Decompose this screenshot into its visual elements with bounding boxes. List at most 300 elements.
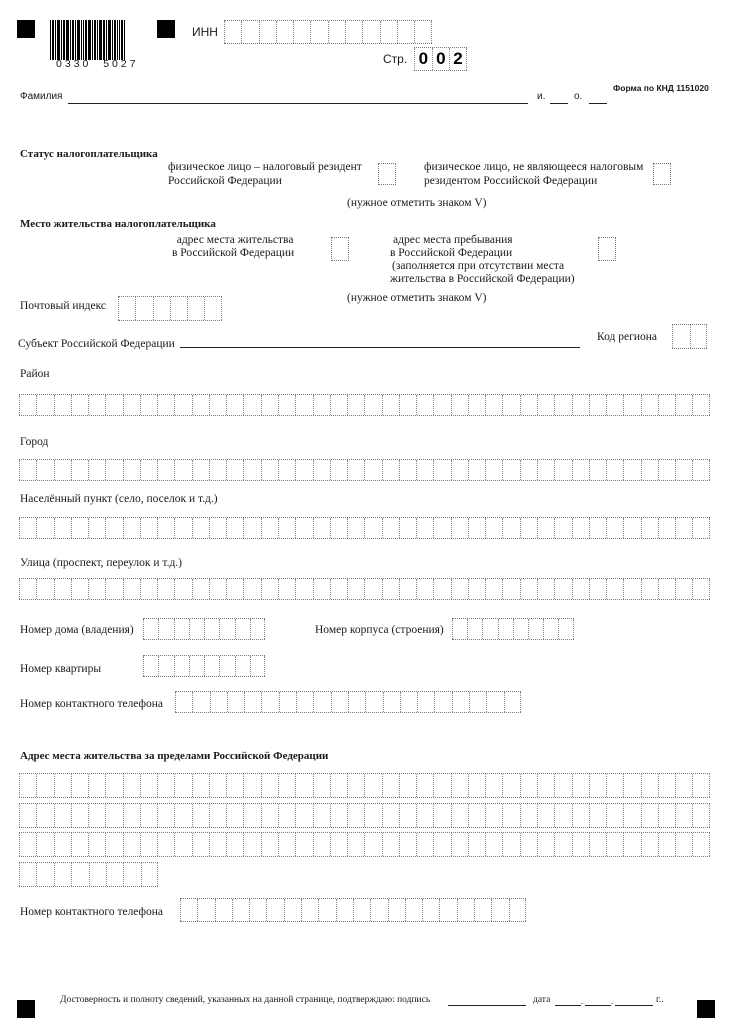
input-cell[interactable]	[192, 579, 209, 599]
input-cell[interactable]	[261, 774, 278, 797]
input-cell[interactable]	[347, 395, 364, 415]
input-cell[interactable]	[641, 579, 658, 599]
input-cell[interactable]	[219, 656, 234, 676]
input-cell[interactable]	[227, 692, 244, 712]
input-cell[interactable]	[347, 804, 364, 827]
input-cell[interactable]	[174, 395, 191, 415]
input-cell[interactable]	[623, 833, 640, 856]
input-cell[interactable]	[157, 804, 174, 827]
input-cell[interactable]	[537, 395, 554, 415]
input-cell[interactable]	[528, 619, 543, 639]
input-cell[interactable]	[469, 692, 486, 712]
input-cell[interactable]	[672, 325, 690, 348]
input-cell[interactable]	[232, 899, 249, 921]
input-cell[interactable]	[623, 460, 640, 480]
input-cell[interactable]	[295, 395, 312, 415]
input-cell[interactable]	[589, 833, 606, 856]
input-cell[interactable]	[71, 460, 88, 480]
input-cell[interactable]	[502, 804, 519, 827]
input-cell[interactable]	[399, 804, 416, 827]
input-cell[interactable]	[388, 899, 405, 921]
input-cell[interactable]	[140, 395, 157, 415]
input-cell[interactable]	[310, 21, 327, 43]
input-cell[interactable]	[658, 833, 675, 856]
input-cell[interactable]	[88, 833, 105, 856]
input-cell[interactable]	[157, 395, 174, 415]
input-cell[interactable]	[313, 518, 330, 538]
input-cell[interactable]	[192, 460, 209, 480]
input-cell[interactable]	[468, 804, 485, 827]
input-cell[interactable]	[140, 774, 157, 797]
input-cell[interactable]	[422, 899, 439, 921]
input-cell[interactable]	[235, 656, 250, 676]
input-cell[interactable]	[123, 460, 140, 480]
input-cell[interactable]	[675, 395, 692, 415]
input-cell[interactable]	[606, 833, 623, 856]
input-cell[interactable]	[641, 518, 658, 538]
input-cell[interactable]	[416, 774, 433, 797]
input-cell[interactable]	[675, 804, 692, 827]
input-cell[interactable]	[504, 692, 521, 712]
input-cell[interactable]	[241, 21, 258, 43]
input-cell[interactable]	[382, 579, 399, 599]
input-cell[interactable]	[457, 899, 474, 921]
input-cell[interactable]	[405, 899, 422, 921]
input-cell[interactable]	[88, 395, 105, 415]
input-cell[interactable]	[266, 899, 283, 921]
input-cell[interactable]	[623, 804, 640, 827]
input-cell[interactable]	[416, 460, 433, 480]
input-cell[interactable]	[485, 774, 502, 797]
input-cell[interactable]	[554, 833, 571, 856]
input-cell[interactable]	[158, 656, 173, 676]
input-cell[interactable]	[19, 395, 36, 415]
input-cell[interactable]	[468, 579, 485, 599]
input-cell[interactable]	[623, 774, 640, 797]
input-cell[interactable]	[658, 774, 675, 797]
input-cell[interactable]	[382, 833, 399, 856]
input-cell[interactable]	[452, 619, 467, 639]
input-cell[interactable]	[433, 518, 450, 538]
input-cell[interactable]	[243, 460, 260, 480]
input-cell[interactable]	[520, 460, 537, 480]
input-cell[interactable]	[589, 579, 606, 599]
input-cell[interactable]	[209, 395, 226, 415]
input-cell[interactable]	[158, 619, 173, 639]
input-cell[interactable]	[486, 692, 503, 712]
stay-checkbox[interactable]	[598, 237, 616, 261]
input-cell[interactable]	[558, 619, 573, 639]
input-cell[interactable]	[485, 833, 502, 856]
input-cell[interactable]	[313, 395, 330, 415]
input-cell[interactable]	[451, 460, 468, 480]
input-cell[interactable]	[36, 395, 53, 415]
input-cell[interactable]	[383, 692, 400, 712]
input-cell[interactable]	[278, 579, 295, 599]
input-cell[interactable]	[572, 833, 589, 856]
input-cell[interactable]	[433, 804, 450, 827]
input-cell[interactable]	[36, 460, 53, 480]
input-cell[interactable]	[261, 833, 278, 856]
input-cell[interactable]	[502, 395, 519, 415]
input-cell[interactable]	[364, 804, 381, 827]
input-cell[interactable]	[364, 833, 381, 856]
input-cell[interactable]	[296, 692, 313, 712]
input-cell[interactable]	[572, 518, 589, 538]
input-cell[interactable]	[54, 774, 71, 797]
input-cell[interactable]	[692, 804, 709, 827]
input-cell[interactable]	[36, 774, 53, 797]
input-cell[interactable]	[19, 518, 36, 538]
input-cell[interactable]	[675, 774, 692, 797]
input-cell[interactable]	[192, 518, 209, 538]
input-cell[interactable]	[328, 21, 345, 43]
input-cell[interactable]	[88, 579, 105, 599]
input-cell[interactable]	[382, 460, 399, 480]
input-cell[interactable]	[416, 833, 433, 856]
input-cell[interactable]	[105, 579, 122, 599]
input-cell[interactable]	[295, 804, 312, 827]
input-cell[interactable]	[468, 395, 485, 415]
input-cell[interactable]	[641, 774, 658, 797]
input-cell[interactable]	[174, 579, 191, 599]
input-cell[interactable]	[204, 297, 221, 320]
input-cell[interactable]	[641, 395, 658, 415]
city-field[interactable]	[19, 459, 710, 481]
input-cell[interactable]	[278, 804, 295, 827]
input-cell[interactable]	[414, 21, 431, 43]
input-cell[interactable]	[606, 518, 623, 538]
input-cell[interactable]	[451, 395, 468, 415]
input-cell[interactable]	[537, 518, 554, 538]
input-cell[interactable]	[250, 656, 265, 676]
input-cell[interactable]	[399, 833, 416, 856]
input-cell[interactable]	[451, 774, 468, 797]
input-cell[interactable]	[330, 774, 347, 797]
input-cell[interactable]	[399, 460, 416, 480]
input-cell[interactable]	[331, 692, 348, 712]
input-cell[interactable]	[259, 21, 276, 43]
input-cell[interactable]	[330, 804, 347, 827]
input-cell[interactable]	[520, 395, 537, 415]
input-cell[interactable]	[261, 518, 278, 538]
input-cell[interactable]	[364, 395, 381, 415]
input-cell[interactable]	[135, 297, 152, 320]
input-cell[interactable]	[347, 460, 364, 480]
input-cell[interactable]	[468, 774, 485, 797]
input-cell[interactable]	[554, 804, 571, 827]
surname-input[interactable]	[68, 103, 528, 104]
input-cell[interactable]	[502, 833, 519, 856]
input-cell[interactable]	[123, 774, 140, 797]
input-cell[interactable]	[71, 863, 88, 886]
input-cell[interactable]	[226, 804, 243, 827]
input-cell[interactable]	[209, 774, 226, 797]
signature-input[interactable]	[448, 1005, 526, 1006]
input-cell[interactable]	[623, 395, 640, 415]
input-cell[interactable]	[284, 899, 301, 921]
input-cell[interactable]	[606, 460, 623, 480]
foreign-address-row-1[interactable]	[19, 773, 710, 798]
input-cell[interactable]	[174, 774, 191, 797]
input-cell[interactable]	[105, 518, 122, 538]
input-cell[interactable]	[187, 297, 204, 320]
input-cell[interactable]	[209, 518, 226, 538]
input-cell[interactable]	[249, 899, 266, 921]
phone-field[interactable]	[175, 691, 521, 713]
input-cell[interactable]	[520, 518, 537, 538]
input-cell[interactable]	[641, 804, 658, 827]
input-cell[interactable]	[482, 619, 497, 639]
input-cell[interactable]	[295, 579, 312, 599]
apartment-field[interactable]	[143, 655, 265, 677]
input-cell[interactable]	[226, 833, 243, 856]
input-cell[interactable]	[658, 395, 675, 415]
input-cell[interactable]	[537, 460, 554, 480]
input-cell[interactable]	[141, 863, 158, 886]
input-cell[interactable]	[399, 395, 416, 415]
input-cell[interactable]	[243, 395, 260, 415]
input-cell[interactable]	[399, 518, 416, 538]
input-cell[interactable]	[498, 619, 513, 639]
input-cell[interactable]	[439, 899, 456, 921]
input-cell[interactable]	[235, 619, 250, 639]
input-cell[interactable]	[157, 518, 174, 538]
input-cell[interactable]	[554, 395, 571, 415]
input-cell[interactable]	[36, 518, 53, 538]
input-cell[interactable]	[36, 833, 53, 856]
input-cell[interactable]	[243, 804, 260, 827]
foreign-address-row-2[interactable]	[19, 803, 710, 828]
input-cell[interactable]	[174, 619, 189, 639]
input-cell[interactable]	[192, 395, 209, 415]
input-cell[interactable]	[382, 395, 399, 415]
input-cell[interactable]	[123, 863, 140, 886]
input-cell[interactable]	[36, 863, 53, 886]
input-cell[interactable]	[589, 395, 606, 415]
input-cell[interactable]	[692, 460, 709, 480]
input-cell[interactable]	[543, 619, 558, 639]
input-cell[interactable]	[157, 833, 174, 856]
input-cell[interactable]	[380, 21, 397, 43]
input-cell[interactable]	[485, 395, 502, 415]
first-initial-input[interactable]	[550, 103, 568, 104]
input-cell[interactable]	[513, 619, 528, 639]
input-cell[interactable]	[416, 579, 433, 599]
input-cell[interactable]	[36, 579, 53, 599]
input-cell[interactable]	[382, 774, 399, 797]
input-cell[interactable]	[353, 899, 370, 921]
input-cell[interactable]	[692, 395, 709, 415]
input-cell[interactable]	[301, 899, 318, 921]
input-cell[interactable]	[226, 518, 243, 538]
input-cell[interactable]	[502, 774, 519, 797]
input-cell[interactable]	[143, 619, 158, 639]
input-cell[interactable]	[572, 460, 589, 480]
input-cell[interactable]	[210, 692, 227, 712]
input-cell[interactable]	[348, 692, 365, 712]
input-cell[interactable]	[433, 395, 450, 415]
input-cell[interactable]	[370, 899, 387, 921]
input-cell[interactable]	[474, 899, 491, 921]
input-cell[interactable]	[451, 833, 468, 856]
input-cell[interactable]	[140, 518, 157, 538]
status-resident-checkbox[interactable]	[378, 163, 396, 185]
input-cell[interactable]	[347, 833, 364, 856]
input-cell[interactable]	[623, 579, 640, 599]
input-cell[interactable]	[19, 774, 36, 797]
input-cell[interactable]	[278, 518, 295, 538]
input-cell[interactable]	[54, 395, 71, 415]
input-cell[interactable]	[520, 804, 537, 827]
input-cell[interactable]	[123, 804, 140, 827]
input-cell[interactable]	[209, 804, 226, 827]
input-cell[interactable]	[105, 395, 122, 415]
input-cell[interactable]	[295, 833, 312, 856]
input-cell[interactable]	[123, 518, 140, 538]
input-cell[interactable]	[416, 804, 433, 827]
input-cell[interactable]	[71, 804, 88, 827]
input-cell[interactable]	[485, 579, 502, 599]
input-cell[interactable]	[88, 518, 105, 538]
input-cell[interactable]	[54, 863, 71, 886]
input-cell[interactable]	[554, 518, 571, 538]
input-cell[interactable]	[572, 579, 589, 599]
input-cell[interactable]	[520, 774, 537, 797]
input-cell[interactable]	[399, 774, 416, 797]
input-cell[interactable]	[36, 804, 53, 827]
input-cell[interactable]	[209, 833, 226, 856]
input-cell[interactable]	[295, 774, 312, 797]
input-cell[interactable]	[502, 579, 519, 599]
input-cell[interactable]	[174, 460, 191, 480]
foreign-address-row-4[interactable]	[19, 862, 158, 887]
input-cell[interactable]	[54, 518, 71, 538]
input-cell[interactable]	[399, 579, 416, 599]
input-cell[interactable]	[243, 774, 260, 797]
input-cell[interactable]	[451, 518, 468, 538]
input-cell[interactable]	[675, 518, 692, 538]
input-cell[interactable]	[313, 692, 330, 712]
input-cell[interactable]	[537, 804, 554, 827]
input-cell[interactable]	[224, 21, 241, 43]
inn-field[interactable]	[224, 20, 432, 44]
district-field[interactable]	[19, 394, 710, 416]
input-cell[interactable]	[71, 395, 88, 415]
input-cell[interactable]	[452, 692, 469, 712]
input-cell[interactable]	[174, 518, 191, 538]
input-cell[interactable]	[174, 833, 191, 856]
input-cell[interactable]	[641, 833, 658, 856]
input-cell[interactable]	[19, 833, 36, 856]
input-cell[interactable]	[243, 579, 260, 599]
input-cell[interactable]	[226, 460, 243, 480]
input-cell[interactable]	[54, 833, 71, 856]
input-cell[interactable]	[537, 833, 554, 856]
input-cell[interactable]	[313, 579, 330, 599]
input-cell[interactable]	[295, 518, 312, 538]
input-cell[interactable]	[675, 460, 692, 480]
foreign-phone-field[interactable]	[180, 898, 526, 922]
input-cell[interactable]	[54, 804, 71, 827]
input-cell[interactable]	[382, 804, 399, 827]
input-cell[interactable]	[105, 774, 122, 797]
input-cell[interactable]	[174, 804, 191, 827]
input-cell[interactable]	[554, 579, 571, 599]
input-cell[interactable]	[192, 833, 209, 856]
input-cell[interactable]	[485, 518, 502, 538]
input-cell[interactable]	[364, 460, 381, 480]
input-cell[interactable]	[189, 619, 204, 639]
input-cell[interactable]	[226, 774, 243, 797]
input-cell[interactable]	[170, 297, 187, 320]
input-cell[interactable]	[153, 297, 170, 320]
input-cell[interactable]	[509, 899, 526, 921]
input-cell[interactable]	[276, 21, 293, 43]
input-cell[interactable]	[157, 579, 174, 599]
input-cell[interactable]	[123, 579, 140, 599]
input-cell[interactable]	[330, 833, 347, 856]
input-cell[interactable]	[226, 579, 243, 599]
input-cell[interactable]	[485, 804, 502, 827]
input-cell[interactable]	[204, 619, 219, 639]
input-cell[interactable]	[537, 579, 554, 599]
input-cell[interactable]	[537, 774, 554, 797]
input-cell[interactable]	[692, 518, 709, 538]
input-cell[interactable]	[330, 518, 347, 538]
input-cell[interactable]	[278, 395, 295, 415]
input-cell[interactable]	[313, 774, 330, 797]
house-field[interactable]	[143, 618, 265, 640]
input-cell[interactable]	[554, 460, 571, 480]
street-field[interactable]	[19, 578, 710, 600]
input-cell[interactable]	[658, 579, 675, 599]
input-cell[interactable]	[675, 833, 692, 856]
input-cell[interactable]	[313, 460, 330, 480]
input-cell[interactable]	[105, 460, 122, 480]
input-cell[interactable]	[362, 21, 379, 43]
input-cell[interactable]	[180, 899, 197, 921]
date-day-input[interactable]	[555, 1005, 581, 1006]
input-cell[interactable]	[417, 692, 434, 712]
input-cell[interactable]	[313, 833, 330, 856]
input-cell[interactable]	[692, 774, 709, 797]
input-cell[interactable]	[157, 460, 174, 480]
input-cell[interactable]	[468, 833, 485, 856]
input-cell[interactable]	[433, 460, 450, 480]
input-cell[interactable]	[606, 774, 623, 797]
input-cell[interactable]	[658, 518, 675, 538]
input-cell[interactable]	[105, 804, 122, 827]
input-cell[interactable]	[658, 804, 675, 827]
input-cell[interactable]	[606, 804, 623, 827]
input-cell[interactable]	[71, 833, 88, 856]
input-cell[interactable]	[589, 774, 606, 797]
input-cell[interactable]	[19, 804, 36, 827]
input-cell[interactable]	[572, 774, 589, 797]
input-cell[interactable]	[589, 460, 606, 480]
input-cell[interactable]	[330, 395, 347, 415]
input-cell[interactable]	[118, 297, 135, 320]
input-cell[interactable]	[433, 774, 450, 797]
input-cell[interactable]	[175, 692, 192, 712]
input-cell[interactable]	[520, 833, 537, 856]
input-cell[interactable]	[416, 395, 433, 415]
input-cell[interactable]	[88, 804, 105, 827]
input-cell[interactable]	[434, 692, 451, 712]
input-cell[interactable]	[572, 804, 589, 827]
input-cell[interactable]	[364, 774, 381, 797]
